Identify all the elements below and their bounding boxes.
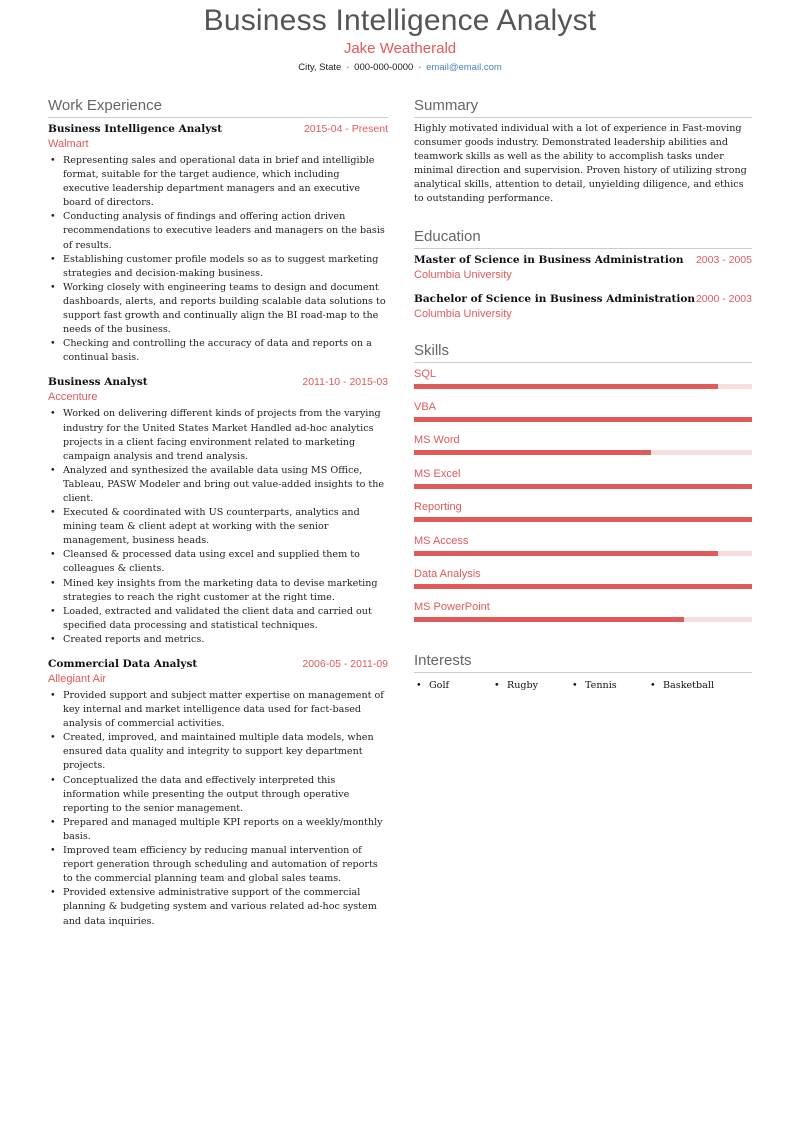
education-entry bbox=[414, 253, 752, 284]
job-header bbox=[48, 657, 388, 671]
skill-item bbox=[414, 467, 752, 500]
education-school: Columbia University bbox=[414, 307, 512, 320]
interest-item: • Tennis bbox=[570, 679, 648, 693]
job-company: Allegiant Air bbox=[48, 673, 107, 685]
skill-bar bbox=[414, 384, 752, 389]
interest-item: • Golf bbox=[414, 679, 492, 693]
job-bullets bbox=[48, 689, 388, 929]
skill-bar bbox=[414, 417, 752, 422]
interest-item: • Basketball bbox=[648, 679, 726, 693]
skill-item bbox=[414, 567, 752, 600]
contact-separator: • bbox=[418, 63, 422, 72]
education-date: 2000 - 2003 bbox=[695, 292, 752, 305]
skill-name: MS PowerPoint bbox=[414, 601, 490, 614]
job-entry bbox=[48, 122, 388, 365]
education-degree: Bachelor of Science in Business Administration bbox=[414, 292, 696, 305]
skill-bar bbox=[414, 484, 752, 489]
skill-bar bbox=[414, 617, 752, 622]
job-bullet: • Created reports and metrics. bbox=[48, 633, 388, 647]
skill-bar-fill bbox=[414, 517, 752, 522]
education-degree: Master of Science in Business Administration bbox=[414, 253, 684, 266]
skill-bar bbox=[414, 551, 752, 556]
job-bullet: • Mined key insights from the marketing data to devise marketing strategies to reach the right customer at the right time. bbox=[48, 577, 388, 605]
skill-item bbox=[414, 600, 752, 633]
skill-name: MS Word bbox=[414, 434, 460, 447]
skill-item bbox=[414, 400, 752, 433]
job-bullet: • Establishing customer profile models so as to suggest marketing strategies and decision-making business. bbox=[48, 253, 388, 281]
resume-title: Business Intelligence Analyst bbox=[203, 4, 597, 37]
job-title: Business Analyst bbox=[48, 376, 148, 389]
education-header bbox=[414, 292, 752, 306]
skill-item bbox=[414, 367, 752, 400]
skill-name: VBA bbox=[414, 400, 437, 413]
job-title: Commercial Data Analyst bbox=[48, 658, 198, 670]
job-header bbox=[48, 375, 388, 389]
skill-bar-fill bbox=[414, 617, 684, 622]
contact-separator: • bbox=[346, 63, 350, 72]
education-header bbox=[414, 253, 752, 267]
job-bullets bbox=[48, 407, 388, 647]
job-entry bbox=[48, 657, 388, 929]
education-school: Columbia University bbox=[414, 268, 512, 281]
job-date: 2015-04 - Present bbox=[303, 123, 388, 135]
skill-bar-fill bbox=[414, 551, 718, 556]
interests-heading: Interests bbox=[414, 651, 752, 673]
job-bullet: • Provided support and subject matter expertise on management of key internal and market intelligence data used for fact-based analysis of commercial activities. bbox=[48, 689, 388, 731]
skill-bar-fill bbox=[414, 484, 752, 489]
job-bullet: • Cleansed & processed data using excel and supplied them to colleagues & clients. bbox=[48, 548, 388, 576]
skill-bar bbox=[414, 584, 752, 589]
job-bullet: • Loaded, extracted and validated the client data and carried out specified data processing and statistical techniques. bbox=[48, 605, 388, 633]
skill-bar bbox=[414, 450, 752, 455]
skill-bar-fill bbox=[414, 384, 718, 389]
skill-item bbox=[414, 534, 752, 567]
right-column bbox=[414, 96, 752, 693]
job-header bbox=[48, 122, 388, 136]
job-bullet: • Improved team efficiency by reducing manual intervention of report generation through scheduling and automation of reports to the commercial planning team and global sales teams. bbox=[48, 844, 388, 886]
job-bullet: • Working closely with engineering teams to design and document dashboards, alerts, and reports building scalable data solutions to support fast growth and continually align the BI road-map to the needs of the business. bbox=[48, 281, 388, 337]
left-column bbox=[48, 96, 388, 939]
skills-section bbox=[414, 341, 752, 634]
skill-name: Data Analysis bbox=[414, 567, 481, 580]
education-entry bbox=[414, 292, 752, 323]
job-bullet: • Checking and controlling the accuracy of data and reports on a continual basis. bbox=[48, 337, 388, 365]
summary-text: Highly motivated individual with a lot of experience in Fast-moving consumer goods industry. Demonstrated leadership abilities and teamwork skills as well as the ability to accomplish tasks under minimal direction and supervision. Proven history of utilizing strong analytical skills, attention to detail, unyielding diligence, and ethics to outstanding performance. bbox=[414, 123, 747, 205]
skill-name: Reporting bbox=[414, 501, 462, 514]
job-bullet: • Analyzed and synthesized the available data using MS Office, Tableau, PASW Modeler and bring out value-added insights to the client. bbox=[48, 464, 388, 506]
job-list bbox=[48, 122, 388, 929]
skill-list bbox=[414, 367, 752, 634]
skill-item bbox=[414, 433, 752, 466]
skill-item bbox=[414, 500, 752, 533]
job-bullet: • Executed & coordinated with US counterparts, analytics and mining team & client adept at working with the senior management, business heads. bbox=[48, 506, 388, 548]
job-date: 2006-05 - 2011-09 bbox=[302, 658, 388, 670]
skill-name: MS Access bbox=[414, 534, 469, 547]
skill-bar-fill bbox=[414, 450, 651, 455]
job-bullet: • Representing sales and operational data in brief and intelligible format, suitable for the target audience, which including executive leadership department managers and an executive board of directors. bbox=[48, 154, 388, 210]
job-bullet: • Conducting analysis of findings and offering action driven recommendations to executive leaders and managers on the basis of results. bbox=[48, 210, 388, 252]
interest-item: • Rugby bbox=[492, 679, 570, 693]
job-company: Walmart bbox=[48, 138, 89, 150]
contact-city: City, State bbox=[298, 62, 342, 73]
contact-line bbox=[0, 61, 800, 75]
summary-heading: Summary bbox=[414, 96, 752, 118]
contact-phone: 000-000-0000 bbox=[354, 62, 414, 73]
job-bullet: • Conceptualized the data and effectively interpreted this information while presenting the output through operative reporting to the senior management. bbox=[48, 774, 388, 816]
skills-heading: Skills bbox=[414, 341, 752, 363]
job-bullets bbox=[48, 154, 388, 365]
interest-list bbox=[414, 677, 752, 693]
work-experience-heading: Work Experience bbox=[48, 96, 388, 118]
skill-bar bbox=[414, 517, 752, 522]
resume-header bbox=[0, 0, 800, 75]
education-list bbox=[414, 253, 752, 323]
job-bullet: • Provided extensive administrative support of the commercial planning & budgeting system and various related ad-hoc system and data inquiries. bbox=[48, 886, 388, 928]
education-heading: Education bbox=[414, 227, 752, 249]
contact-email-link[interactable]: email@email.com bbox=[426, 62, 502, 73]
job-bullet: • Prepared and managed multiple KPI reports on a weekly/monthly basis. bbox=[48, 816, 388, 844]
job-company: Accenture bbox=[48, 391, 98, 404]
education-date: 2003 - 2005 bbox=[695, 253, 752, 266]
skill-name: MS Excel bbox=[414, 467, 461, 480]
job-entry bbox=[48, 375, 388, 647]
skill-name: SQL bbox=[414, 367, 437, 380]
skill-bar-fill bbox=[414, 584, 752, 589]
candidate-name: Jake Weatherald bbox=[343, 40, 457, 57]
job-bullet: • Worked on delivering different kinds of projects from the varying industry for the United States Market Handled ad-hoc analytics projects in a client facing environment related to marketing campaign analysis and trend analysis. bbox=[48, 407, 388, 463]
job-date: 2011-10 - 2015-03 bbox=[302, 376, 388, 389]
job-title: Business Intelligence Analyst bbox=[48, 123, 223, 135]
interests-section bbox=[414, 651, 752, 693]
skill-bar-fill bbox=[414, 417, 752, 422]
job-bullet: • Created, improved, and maintained multiple data models, when ensured data quality and integrity to support key department projects. bbox=[48, 731, 388, 773]
